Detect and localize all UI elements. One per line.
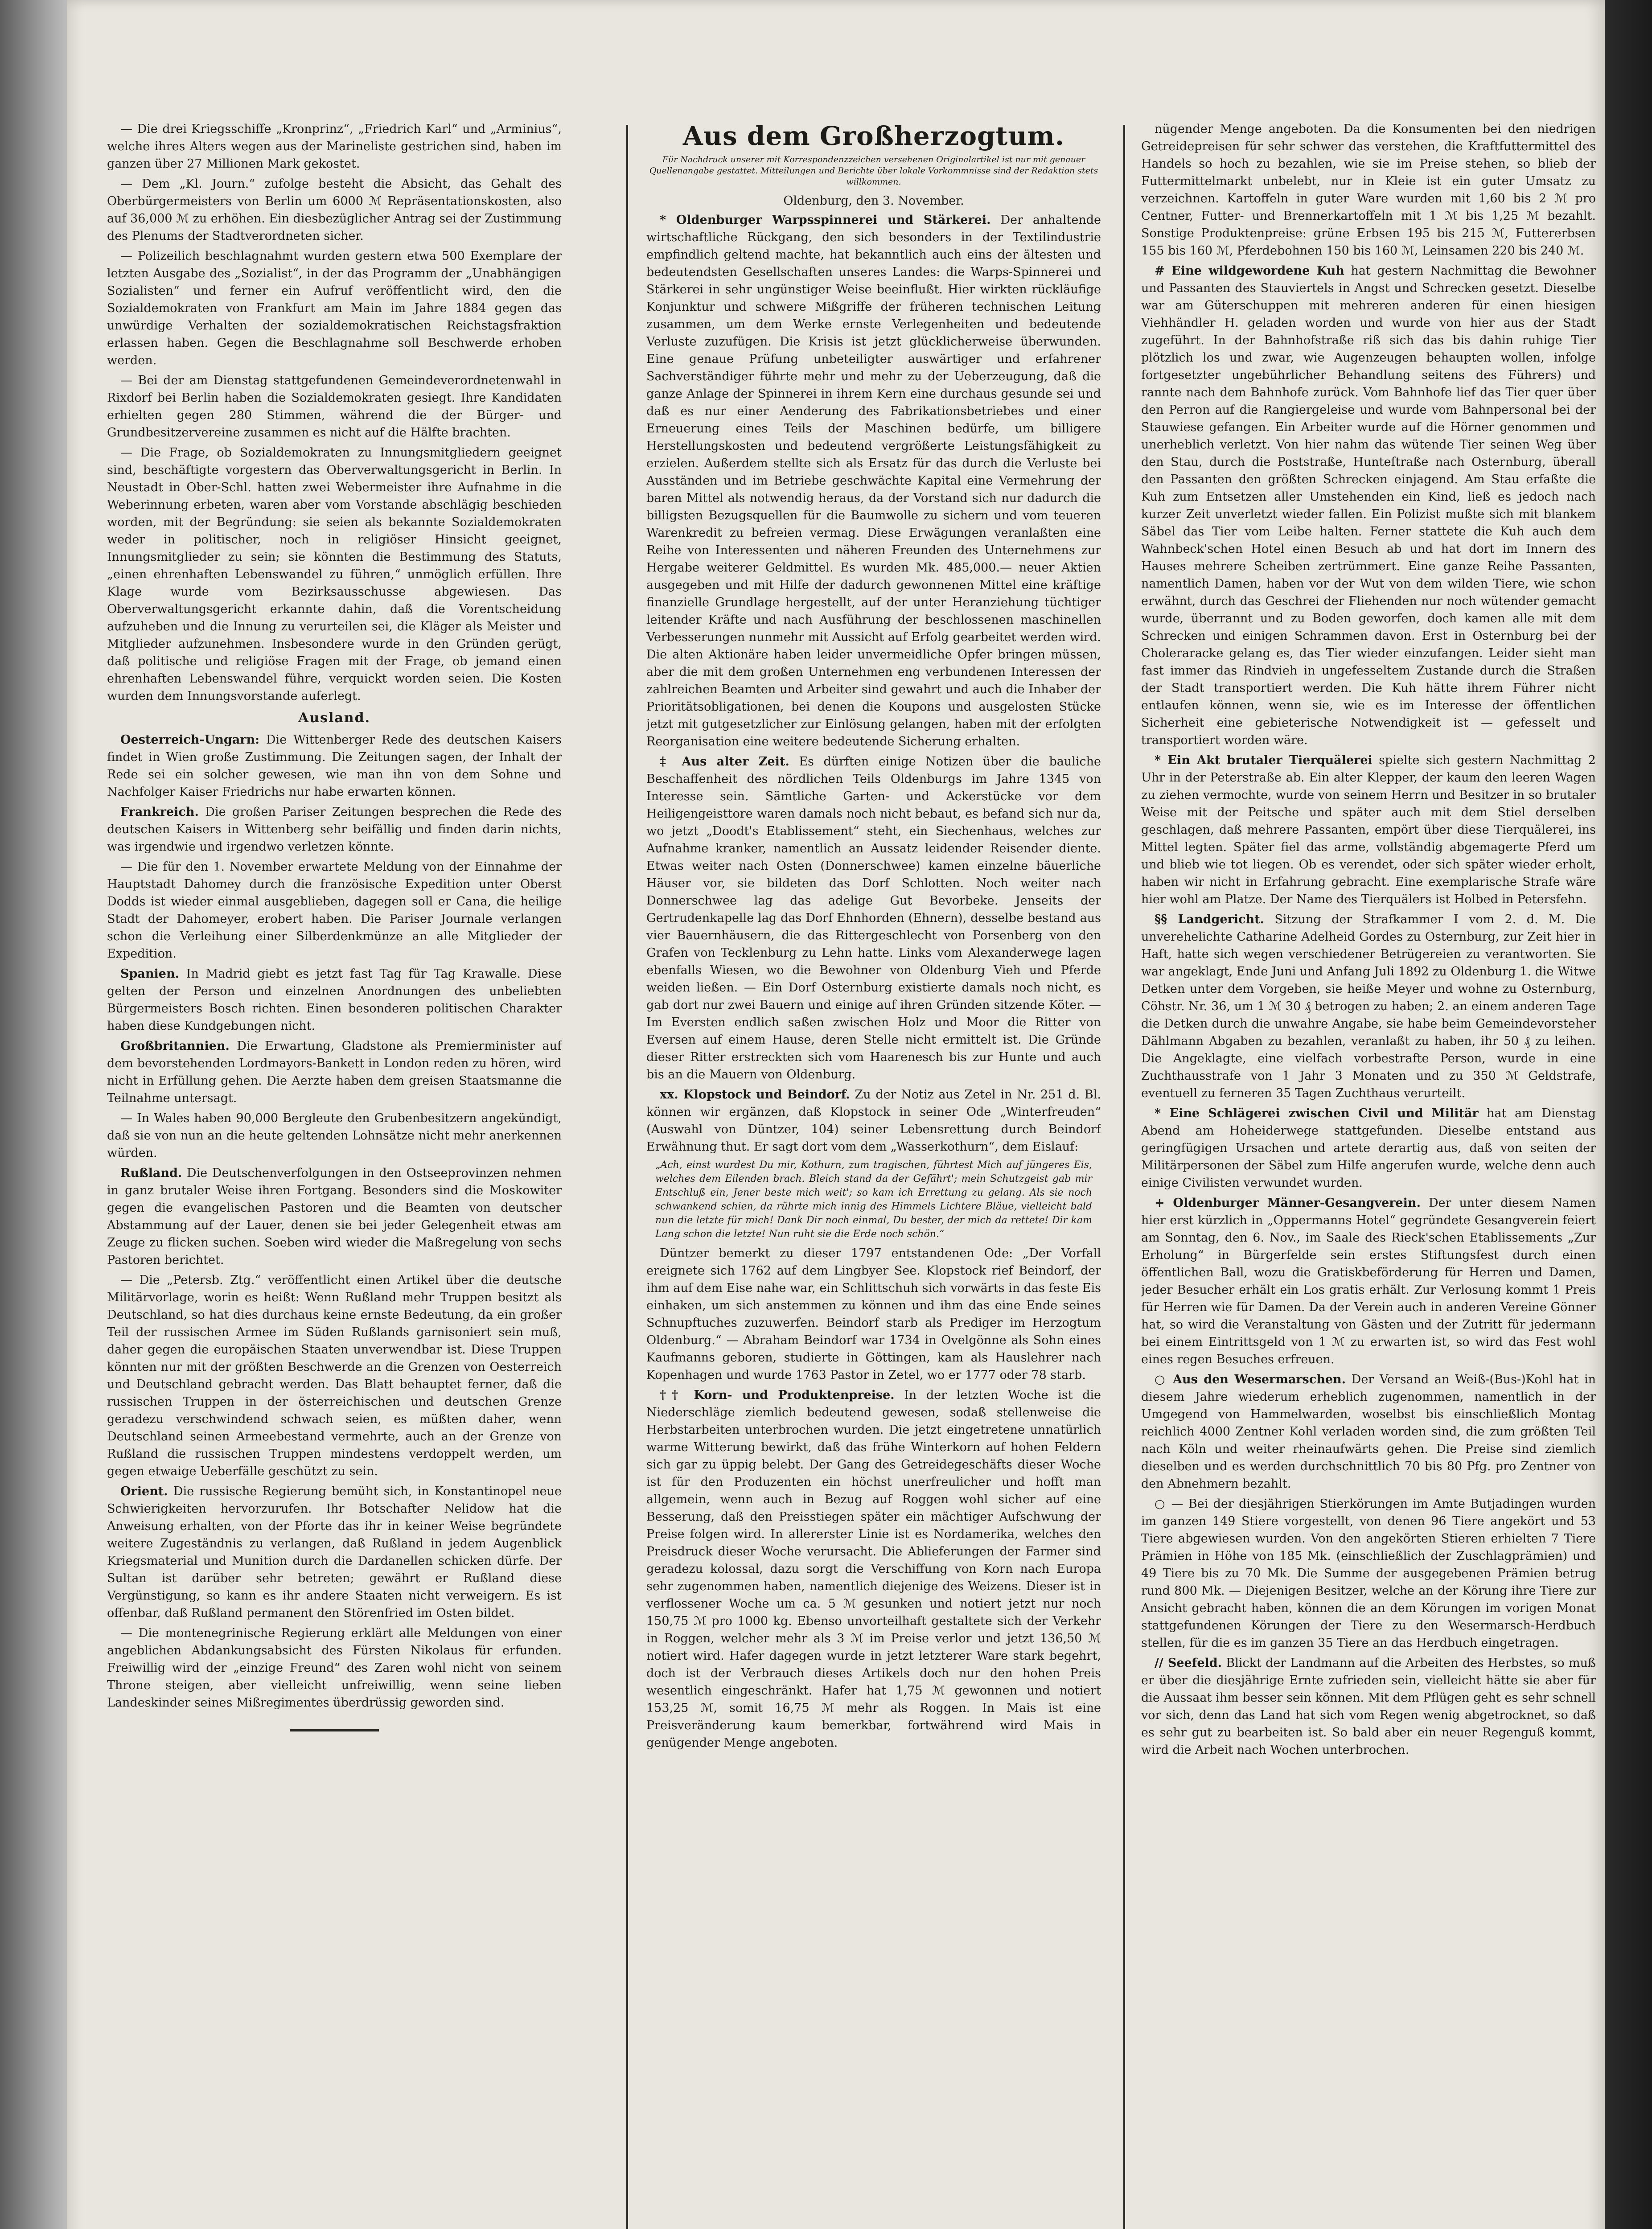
article-warships: — Die drei Kriegsschiffe „Kronprinz“, „Friedrich Karl“ und „Arminius“, welche ihres Alters wegen aus der Marineliste gestrichen sind, haben im ganzen über 27 Millionen Mark gekostet.	[107, 122, 562, 171]
article-petersburg: — Die „Petersb. Ztg.“ veröffentlicht einen Artikel über die deutsche Militärvorlage, worin es heißt: Wenn Rußland mehr Truppen besitzt als Deutschland, so hat dies durchaus keine ernste Bedeutung, da ein großer Teil der russischen Armee im Süden Rußlands garnisoniert sein muß, daher gegen die europäischen Staaten unverwendbar ist. Diese Truppen könnten nur mit der größten Beschwerde an die Grenzen von Oesterreich und Deutschland gebracht werden. Das Blatt behauptet ferner, daß die russischen Truppen in der österreichischen und deutschen Grenze geradezu verschwindend schwach seien, es müßten daher, wenn Deutschland seinen Armeebestand vermehrte, auch an der Grenze von Rußland die russischen Truppen mindestens verdoppelt werden, um gegen etwaige Ueberfälle geschützt zu sein.	[107, 1273, 562, 1478]
text-britain: Die Erwartung, Gladstone als Premierminister auf dem bevorstehenden Lordmayors-Bankett in London reden zu hören, wird nicht in Erfüllung gehen. Die Aerzte haben dem greisen Staatsmanne die Teilnahme untersagt.	[107, 1039, 562, 1105]
article-dahomey: — Die für den 1. November erwartete Meldung von der Einnahme der Hauptstadt Dahomey durch die französische Expedition unter Oberst Dodds ist wieder einmal ausgeblieben, dagegen soll er Cana, die heilige Stadt der Dahomeyer, erobert haben. Die Pariser Journale verlangen schon die Verleihung einer Silberdenkmünze an alle Mitglieder der Expedition.	[107, 860, 562, 961]
text-animal-cruelty: spielte sich gestern Nachmittag 2 Uhr in der Peterstraße ab. Ein alter Klepper, der kaum den leeren Wagen zu ziehen vermochte, wurde von seinem Herrn und Besitzer in so brutaler Weise mit der Peitsche und später auch mit dem Stiel derselben geschlagen, daß mehrere Passanten, empört über diese Tierquälerei, ins Mittel legten. Später fiel das arme, vollständig abgemagerte Pferd um und blieb wie tot liegen. Ob es verendet, oder sich später wieder erholt, haben wir nicht in Erfahrung gebracht. Eine exemplarische Strafe wäre hier wohl am Platze. Der Name des Tierquälers ist Holbed in Petersfehn.	[1141, 753, 1596, 906]
text-district-court: Sitzung der Strafkammer I vom 2. d. M. Die unverehelichte Catharine Adelheid Gordes zu Osternburg, zur Zeit hier in Haft, hatte sich wegen verschiedener Betrügereien zu verantworten. Sie war angeklagt, Ende Juni und Anfang Juli 1892 zu Oldenburg 1. die Witwe Detken unter dem Vorgeben, sie heiße Meyer und wohne zu Osternburg, Cöhstr. Nr. 36, um 1 ℳ 30 ₰ betrogen zu haben; 2. an einem anderen Tage die Detken durch die unwahre Angabe, sie habe beim Gemeindevorsteher Dählmann Abgaben zu bezahlen, veranlaßt zu haben, ihr 50 ₰ zu leihen. Die Angeklagte, eine vielfach vorbestrafte Person, wurde in eine Zuchthausstrafe von 1 Jahr 3 Monaten und zu 350 ℳ Geldstrafe, eventuell zu ferneren 35 Tagen Zuchthaus verurteilt.	[1141, 913, 1596, 1100]
keyword-spain: Spanien.	[120, 967, 179, 981]
article-district-court	[1141, 911, 1596, 1102]
column-3	[1141, 120, 1596, 2229]
article-seefeld	[1141, 1654, 1596, 1759]
text-russia: Die Deutschenverfolgungen in den Ostseeprovinzen nehmen in ganz brutaler Weise ihren Fortgang. Besonders sind die Moskowiter gegen die evangelischen Pastoren und die Beamten von deutscher Abstammung auf der Lauer, denen sie bei jeder Gelegenheit etwas am Zeuge zu flicken suchen. Soeben wird wieder die Maßregelung von sechs Pastoren berichtet.	[107, 1166, 562, 1267]
article-old-times	[646, 753, 1101, 1083]
article-orient	[107, 1483, 562, 1622]
article-france	[107, 803, 562, 855]
text-grain-prices: In der letzten Woche ist die Niederschläge ziemlich bedeutend gewesen, sodaß stellenweise die Herbstarbeiten unterbrochen wurden. Die jetzt eingetretene unnatürlich warme Witterung bewirkt, daß das frühe Winterkorn auf hohen Feldern sich gar zu üppig belebt. Der Gang des Getreidegeschäfts dieser Woche ist für den Produzenten ein höchst unerfreulicher und hofft man allgemein, wenn auch in Bezug auf Roggen wohl sicher auf eine Besserung, daß den Preisstiegen später ein mächtiger Aufschwung der Preise folgen wird. In allererster Linie ist es Nordamerika, welches den Preisdruck dieser Woche verursacht. Die Ablieferungen der Farmer sind geradezu kolossal, dazu sorgt die Verschiffung von Korn nach Europa sehr zugenommen haben, namentlich diejenige des Weizens. Dieser ist in verflossener Woche um ca. 5 ℳ gesunken und notiert jetzt nur noch 150,75 ℳ pro 1000 kg. Ebenso unvorteilhaft gestaltete sich der Verkehr in Roggen, welcher mehr als 3 ℳ im Preise verlor und jetzt 136,50 ℳ notiert wird. Hafer dagegen wurde in jetzt letzterer Ware stark begehrt, doch ist der Verbrauch dieses Artikels doch nur den hohen Preis wesentlich eingeschränkt. Hafer hat 1,75 ℳ gewonnen und notiert 153,25 ℳ, somit 16,75 ℳ mehr als Roggen. In Mais ist eine Preisveränderung kaum bemerkbar, fortwährend wird Mais in genügender Menge angeboten.	[646, 1388, 1101, 1750]
article-animal-cruelty	[1141, 752, 1596, 908]
column-rule-1	[626, 125, 628, 2229]
text-old-times: Es dürften einige Notizen über die bauliche Beschaffenheit des nördlichen Teils Oldenburgs im Jahre 1345 von Interesse sein. Sämtliche Garten- und Ackerstücke vor dem Heiligengeisttore waren damals noch nicht bebaut, es befand sich nur da, wo jetzt „Doodt's Etablissement“ steht, ein Siechenhaus, welches zur Aufnahme kranker, namentlich an Aussatz leidender Reisender diente. Etwas weiter nach Osten (Donnerschwee) kamen einzelne bäuerliche Häuser vor, sie bildeten das Dorf Schlotten. Noch weiter nach Donnerschwee lag das adelige Gut Bevorbeke. Jenseits der Gertrudenkapelle lag das Dorf Ehnhorden (Ehnern), desselbe bestand aus vier Bauernhäusern, die das Rittergeschlecht von Porsenberg von den Grafen von Tecklenburg zu Lehn hatte. Links vom Alexanderwege lagen ebenfalls Wiesen, wo die Bewohner von Oldenburg Vieh und Pferde weiden ließen. — Ein Dorf Osternburg existierte damals noch nicht, es gab dort nur zwei Bauern und einige auf ihren Gründen sitzende Köter. — Im Eversten endlich saßen zwischen Holz und Moor die Ritter von Eversen auf einem Hause, deren Stelle nicht ermittelt ist. Die Gründe dieser Ritter erstreckten sich vom Haarenesch bis zur Hunte und auch bis an die Mauern von Oldenburg.	[646, 755, 1101, 1082]
article-grain-prices-cont: nügender Menge angeboten. Da die Konsumenten bei den niedrigen Getreidepreisen für sehr schwer das verstehen, die Kraftfuttermittel des Handels so hoch zu bezahlen, wie sie im Preise stehen, so blieb der Futtermittelmarkt unbelebt, nur in Kleie ist ein guter Umsatz zu verzeichnen. Kartoffeln in guter Ware wurden mit 1,60 bis 2 ℳ pro Centner, Futter- und Brennerkartoffeln mit 1 ℳ bis 1,25 ℳ bezahlt. Sonstige Produktenpreise: grüne Erbsen 195 bis 215 ℳ, Futtererbsen 155 bis 160 ℳ, Pferdebohnen 150 bis 160 ℳ, Leinsamen 220 bis 240 ℳ.	[1141, 122, 1596, 258]
article-confiscation: — Polizeilich beschlagnahmt wurden gestern etwa 500 Exemplare der letzten Ausgabe des „Sozialist“, in der das Programm der „Unabhängigen Sozialisten“ und ferner ein Aufruf veröffentlicht wird, den die Sozialdemokraten von Frankfurt am Main im Jahre 1884 gegen das unwürdige Verhalten der sozialdemokratischen Reichstagsfraktion erlassen haben. Gegen die Beschlagnahme soll Beschwerde erhoben werden.	[107, 249, 562, 367]
text-seefeld: Blickt der Landmann auf die Arbeiten des Herbstes, so muß er über die diesjährige Ernte zufrieden sein, vielleicht hätte sie aber für die Aussaat ihm besser sein können. Mit dem Pflügen geht es sehr schnell vor sich, denn das Land hat sich vom Regen wenig abgetrocknet, so daß es sehr gut zu bearbeiten ist. So bald aber ein neuer Regenguß kommt, wird die Arbeit nach Wochen unterbrochen.	[1141, 1656, 1596, 1757]
keyword-spinning-mill: * Oldenburger Warpsspinnerei und Stärkerei.	[660, 213, 991, 227]
article-wesermarsch	[1141, 1371, 1596, 1493]
keyword-seefeld: // Seefeld.	[1155, 1656, 1222, 1670]
keyword-klopstock: xx. Klopstock und Beindorf.	[660, 1088, 850, 1102]
text-wesermarsch: Der Versand an Weiß-(Bus-)Kohl hat in diesem Jahre wiederum erheblich zugenommen, namentlich in der Umgegend von Hammelwarden, woselbst bis einschließlich Montag reichlich 4000 Zentner Kohl verladen worden sind, die zum größten Teil nach Köln und weiter rheinaufwärts gehen. Die Preise sind ziemlich dieselben und es werden durchschnittlich 70 bis 80 Pfg. pro Zentner von den Abnehmern bezahlt.	[1141, 1373, 1596, 1491]
article-rixdorf-election: — Bei der am Dienstag stattgefundenen Gemeindeverordnetenwahl in Rixdorf bei Berlin haben die Sozialdemokraten gesiegt. Ihre Kandidaten erhielten gegen 280 Stimmen, während die der Bürger- und Grundbesitzervereine zusammen es nicht auf die Hälfte brachten.	[107, 374, 562, 440]
reprint-note: Für Nachdruck unserer mit Korrespondenzzeichen versehenen Originalartikel ist nur mit genauer Quellenangabe gestattet. Mitteilungen und Berichte über lokale Vorkommnisse sind der Redaktion stets willkommen.	[649, 155, 1098, 187]
keyword-brawl: * Eine Schlägerei zwischen Civil und Militär	[1155, 1106, 1479, 1120]
text-klopstock: Zu der Notiz aus Zetel in Nr. 251 d. Bl. können wir ergänzen, daß Klopstock in seiner Ode „Winterfreuden“ (Auswahl von Düntzer, 104) seiner Lebensrettung durch Beindorf Erwähnung thut. Er sagt dort vom dem „Wasserkothurn“, dem Eislauf:	[646, 1088, 1101, 1154]
article-guild-members: — Die Frage, ob Sozialdemokraten zu Innungsmitgliedern geeignet sind, beschäftigte vorgestern das Oberverwaltungsgericht in Berlin. In Neustadt in Ober-Schl. hatten zwei Webermeister ihre Aufnahme in die Weberinnung erbeten, waren aber vom Vorstande abschlägig beschieden worden, mit der Begründung: sie seien als bekannte Sozialdemokraten weder in politischer, noch in religiöser Hinsicht geeignet, Innungsmitglieder zu sein; sie könnten die Bestimmung des Statuts, „einen ehrenhaften Lebenswandel zu führen,“ unmöglich erfüllen. Ihre Klage wurde vom Bezirksausschusse abgewiesen. Das Oberverwaltungsgericht erkannte dahin, daß die Vorentscheidung aufzuheben und die Innung zu verurteilen sei, die Kläger als Meister und Mitglieder aufzunehmen. Insbesondere wurde in den Gründen gerügt, daß politische und religiöse Fragen mit der Frage, ob jemand einen ehrenhaften Lebenswandel führe, verquickt worden seien. Die Kosten wurden dem Innungsvorstande auferlegt.	[107, 446, 562, 703]
keyword-wild-cow: # Eine wildgewordene Kuh	[1155, 264, 1344, 278]
article-choir	[1141, 1194, 1596, 1368]
text-spinning-mill: Der anhaltende wirtschaftliche Rückgang, den sich besonders in der Textilindustrie empfindlich geltend machte, hat bekanntlich auch eins der ältesten und bedeutendsten Gesellschaften unseres Landes: die Warps-Spinnerei und Stärkerei in sehr ungünstiger Weise beeinflußt. Hier wirkten rückläufige Konjunktur und schwere Mißgriffe der früheren technischen Leitung zusammen, um dem Werke ernste Verlegenheiten und bedeutende Verluste zuzufügen. Die Krisis ist jetzt glücklicherweise überwunden. Eine genaue Prüfung unbeteiligter auswärtiger und erfahrener Sachverständiger führte mehr und mehr zu der Ueberzeugung, daß die ganze Anlage der Spinnerei in ihrem Kern eine durchaus gesunde sei und daß es nur einer Aenderung des Fabrikationsbetriebes und einer Erneuerung eines Teils der Maschinen bedürfe, um billigere Herstellungskosten und bedeutend vergrößerte Leistungsfähigkeit zu erzielen. Außerdem stellte sich als Ersatz für das durch die Verluste bei Ausständen und im Betriebe geschwächte Kapital eine Vermehrung der baren Mittel als notwendig heraus, da der Vorstand sich nur dadurch die billigsten Bezugsquellen für die Baumwolle zu sichern und vom teueren Warenkredit zu befreien vermag. Diese Erwägungen veranlaßten eine Reihe von Interessenten und näheren Freunden des Unternehmens zur Hergabe weiterer Geldmittel. Es wurden Mk. 485,000.— neuer Aktien ausgegeben und mit Hilfe der dadurch gewonnenen Mittel eine kräftige finanzielle Grundlage hergestellt, auf der unter Heranziehung tüchtiger leitender Kräfte und nach Ausführung der beschlossenen maschinellen Verbesserungen nunmehr mit Aussicht auf Erfolg gearbeitet werden wird. Die alten Aktionäre haben leider unvermeidliche Opfer bringen müssen, aber die mit dem großen Unternehmen eng verbundenen Interessen der zahlreichen Beamten und Arbeiter sind gewahrt und auch die Inhaber der Prioritätsobligationen, bei denen die Koupons und ausgelosten Stücke jetzt mit gutgesetzlicher zur Einlösung gelangen, haben mit der erfolgten Reorganisation eine weitere bedeutende Sicherung erhalten.	[646, 213, 1101, 748]
keyword-animal-cruelty: * Ein Akt brutaler Tierquälerei	[1155, 753, 1373, 767]
article-klopstock	[646, 1086, 1101, 1156]
column-1	[107, 120, 562, 2229]
article-mayor-salary: — Dem „Kl. Journ.“ zufolge besteht die Absicht, das Gehalt des Oberbürgermeisters von Berlin um 6000 ℳ Repräsentationskosten, also auf 36,000 ℳ zu erhöhen. Ein diesbezüglicher Antrag sei der Zustimmung des Plenums der Stadtverordneten sicher.	[107, 177, 562, 243]
article-austria	[107, 731, 562, 801]
keyword-britain: Großbritannien.	[120, 1039, 230, 1053]
keyword-grain-prices: †† Korn- und Produktenpreise.	[660, 1388, 895, 1402]
keyword-orient: Orient.	[120, 1485, 168, 1498]
text-choir: Der unter diesem Namen hier erst kürzlich in „Oppermanns Hotel“ gegründete Gesangverein feiert am Sonntag, den 6. Nov., im Saale des Rieck'schen Etablissements „Zur Erholung“ in Bürgerfelde sein erstes Stiftungsfest durch einen öffentlichen Ball, wozu die Gratiskbeförderung für Herren und Damen, jeder Besucher erhält ein Los gratis erhält. Zur Verlosung kommt 1 Preis für Herren wie für Damen. Da der Verein auch in anderen Vereine Gönner hat, so wird die Veranstaltung von Gästen und der Zutritt für jedermann bei einem Eintrittsgeld von 1 ℳ zu erwarten ist, so wird das Fest wohl eines regen Besuches erfreuen.	[1141, 1196, 1596, 1366]
article-montenegro: — Die montenegrinische Regierung erklärt alle Meldungen von einer angeblichen Abdankungsabsicht des Fürsten Nikolaus für erfunden. Freiwillig wird der „einzige Freund“ des Zaren wohl nicht von seinem Throne steigen, aber vielleicht unfreiwillig, wenn seine lieben Landeskinder seines Mißregimentes überdrüssig geworden sind.	[107, 1626, 562, 1710]
keyword-district-court: §§ Landgericht.	[1155, 913, 1264, 926]
article-britain	[107, 1037, 562, 1107]
article-bull-inspection: ○ — Bei der diesjährigen Stierkörungen im Amte Butjadingen wurden im ganzen 149 Stiere vorgestellt, von denen 96 Tiere angekört und 53 Tiere abgewiesen wurden. Von den angekörten Stieren erhielten 7 Tiere Prämien in Höhe von 185 Mk. (einschließlich der Zuschlagprämien) und 49 Tiere bis zu 70 Mk. Die Summe der ausgegebenen Prämien betrug rund 800 Mk. — Diejenigen Besitzer, welche an der Körung ihre Tiere zur Ansicht gebracht haben, können die an dem Körungen im vorigen Monat stattgefundenen Körungen der Tiere zu den Wesermarsch-Herdbuch stellen, für die es im ganzen 35 Tiere an das Herdbuch eingetragen.	[1141, 1497, 1596, 1650]
article-russia	[107, 1164, 562, 1269]
section-heading-abroad: Ausland.	[298, 710, 371, 726]
keyword-wesermarsch: ○ Aus den Wesermarschen.	[1155, 1373, 1346, 1386]
keyword-austria: Oesterreich-Ungarn:	[120, 733, 260, 747]
dateline: Oldenburg, den 3. November.	[783, 194, 964, 208]
text-spain: In Madrid giebt es jetzt fast Tag für Tag Krawalle. Diese gelten der Person und einzelnen Anordnungen des unbeliebten Bürgermeisters Bosch richten. Einen besonderen politischen Charakter haben diese Kundgebungen nicht.	[107, 967, 562, 1033]
article-spinning-mill	[646, 211, 1101, 750]
article-wild-cow	[1141, 262, 1596, 749]
article-wales: — In Wales haben 90,000 Bergleute den Grubenbesitzern angekündigt, daß sie von nun an die heute geltenden Lohnsätze nicht mehr anerkennen würden.	[107, 1111, 562, 1160]
text-orient: Die russische Regierung bemüht sich, in Konstantinopel neue Schwierigkeiten hervorzurufen. Ihr Botschafter Nelidow hat die Anweisung erhalten, von der Pforte das ihr in keiner Weise begründete weitere Zugeständnis zu verlangen, daß Rußland in jedem Augenblick Kriegsmaterial und Munition durch die Dardanellen schicken dürfe. Der Sultan ist darüber sehr betreten; gewährt er Rußland diese Vergünstigung, so kann es ihr andere Staaten nicht verweigern. Es ist offenbar, daß Rußland permanent den Störenfried im Osten bildet.	[107, 1485, 562, 1620]
keyword-france: Frankreich.	[120, 805, 199, 819]
text-brawl: hat am Dienstag Abend am Hoheiderwege stattgefunden. Dieselbe entstand aus geringfügigen Ursachen und artete derartig aus, daß von seiten der Militärpersonen der Säbel zum Hilfe angerufen wurde, welche denn auch einige Civilisten verwundet wurden.	[1141, 1106, 1596, 1190]
text-france: Die großen Pariser Zeitungen besprechen die Rede des deutschen Kaisers in Wittenberg sehr beifällig und finden darin nichts, was irgendwie und irgendwo verletzen könnte.	[107, 805, 562, 854]
keyword-old-times: ‡ Aus alter Zeit.	[660, 755, 789, 769]
article-duentzer: Düntzer bemerkt zu dieser 1797 entstandenen Ode: „Der Vorfall ereignete sich 1762 auf dem Lingbyer See. Klopstock rief Beindorf, der ihm auf dem Eise nahe war, ein Schlittschuh sich vorwärts in das feste Eis einhaken, um sich anstemmen zu können und ihm das eine Ende seines Schnupftuches zuzuwerfen. Beindorf starb als Prediger im Herzogtum Oldenburg.“ — Abraham Beindorf war 1734 in Ovelgönne als Sohn eines Kaufmanns geboren, studierte in Göttingen, kam als Hauslehrer nach Kopenhagen und wurde 1763 Pastor in Zetel, wo er 1777 oder 78 starb.	[646, 1246, 1101, 1382]
article-brawl	[1141, 1105, 1596, 1192]
column-end-rule	[290, 1729, 379, 1731]
scan-background-edge	[1605, 0, 1652, 2229]
poem-excerpt: „Ach, einst wurdest Du mir, Kothurn, zum tragischen, führtest Mich auf jüngeres Eis, welches dem Eilenden brach. Bleich stand da der Gefährt'; mein Schutzgeist gab mir Entschluß ein, Jener beste mich weit'; so kam ich Errettung zu gelang. Als sie noch schwankend schien, da rührte mich innig des Himmels Lichtere Bläue, vielleicht bald nun die letzte für mich! Dank Dir noch einmal, Du bester, der mich da rettete! Dir kam Lang schon die letzte! Nun ruht sie die Erde noch schön.“	[655, 1160, 1092, 1240]
book-spine	[0, 0, 67, 2229]
column-rule-2	[1123, 125, 1125, 2229]
section-masthead: Aus dem Großherzogtum.	[682, 121, 1065, 151]
article-spain	[107, 965, 562, 1035]
keyword-choir: + Oldenburger Männer-Gesangverein.	[1155, 1196, 1421, 1210]
article-grain-prices	[646, 1386, 1101, 1752]
column-2	[646, 120, 1101, 2229]
text-austria: Die Wittenberger Rede des deutschen Kaisers findet in Wien große Zustimmung. Die Zeitungen sagen, der Inhalt der Rede sei ein solcher gewesen, wie man ihn von dem Sohne und Nachfolger Kaiser Friedrichs nur habe erwarten können.	[107, 733, 562, 799]
text-wild-cow: hat gestern Nachmittag die Bewohner und Passanten des Stauviertels in Angst und Schrecken gesetzt. Dieselbe war am Güterschuppen mit mehreren anderen für einen hiesigen Viehhändler H. geladen worden und wurde von hier aus der Stadt zugeführt. In der Bahnhofstraße riß sich das bis dahin ruhige Tier plötzlich los und zwar, wie Augenzeugen behaupten wollen, infolge fortgesetzter ungebührlicher Behandlung seitens des Führers) und rannte nach dem Bahnhofe zurück. Vom Bahnhofe lief das Tier quer über den Perron auf die Rangiergeleise und wurde vom Bahnpersonal bei der Stauwiese gefangen. Ein Arbeiter wurde auf die Hörner genommen und unerheblich verletzt. Von hier nahm das wütende Tier seinen Weg über den Stau, durch die Poststraße, Hunteſtraße nach Osternburg, überall den Passanten den größten Schrecken einjagend. Am Stau erfaßte die Kuh zum Entsetzen aller Umstehenden ein Kind, ließ es jedoch nach kurzer Zeit unverletzt wieder fallen. Ein Polizist mußte sich mit blankem Säbel das Tier vom Leibe halten. Ferner stattete die Kuh auch dem Wahnbeck'schen Hotel einen Besuch ab und hat dort im Innern des Hauses mehrere Scheiben zertrümmert. Eine ganze Reihe Passanten, namentlich Damen, haben vor der Wut von dem wilden Tiere, wie schon erwähnt, durch das Geschrei der Fliehenden nur noch wütender gemacht wurde, überrannt und zu Boden geworfen, doch kamen alle mit dem Schrecken und einigen Schrammen davon. Erst in Osternburg bei der Choleraracke gelang es, das Tier wieder einzufangen. Leider sieht man fast immer das Rindvieh in ungefesseltem Zustande durch die Straßen der Stadt transportiert werden. Die Kuh hätte ihrem Führer nicht entlaufen können, wenn sie, wie es im Interesse der öffentlichen Sicherheit eine gebieterische Notwendigkeit ist — gefesselt und transportiert worden wäre.	[1141, 264, 1596, 747]
keyword-russia: Rußland.	[120, 1166, 182, 1180]
